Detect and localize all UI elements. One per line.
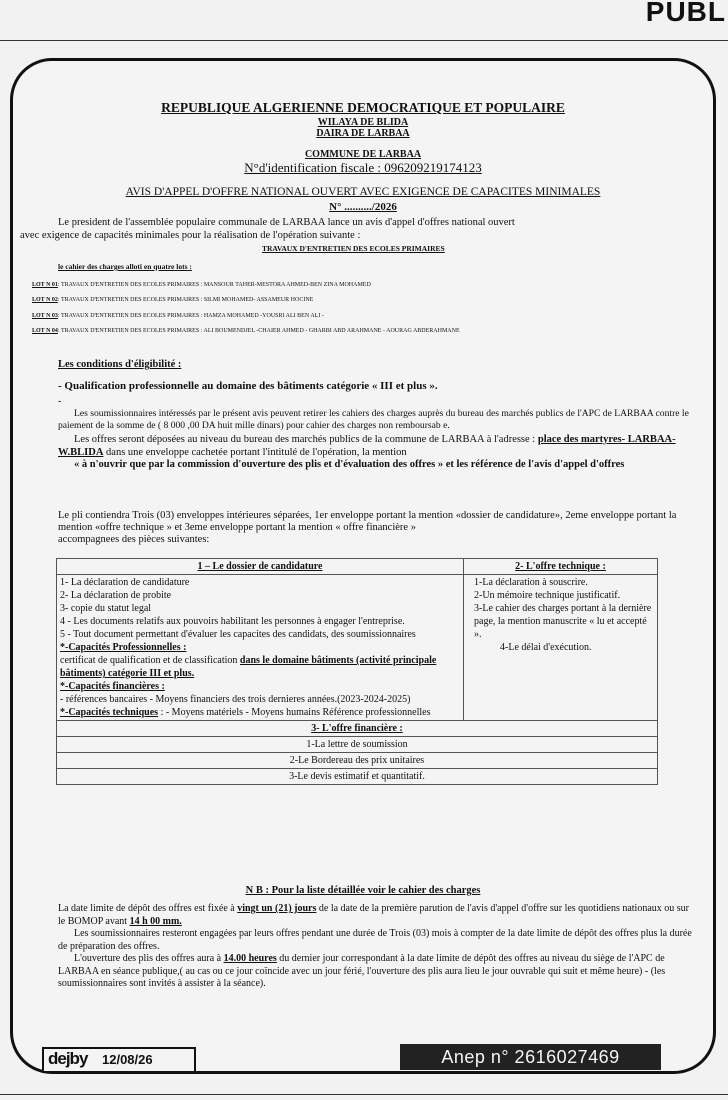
- technique-item: 4-Le délai d'exécution.: [500, 642, 592, 653]
- cap-tech-line: [60, 706, 460, 719]
- pli-text: Le pli contiendra Trois (03) enveloppes intérieures séparées, 1er enveloppe portant la mention «dossier de candidature», 2eme enveloppe portant la mention «offre technique » et 3eme enveloppe portant la mention « offre financière »: [58, 510, 677, 533]
- date-limite-b: vingt un (21) jours: [237, 903, 317, 914]
- para-date-limite: [58, 903, 698, 991]
- top-header-bar: [0, 0, 728, 41]
- cap-pro-text: [60, 654, 460, 680]
- notice-content: [16, 66, 710, 1066]
- cap-fin-text: - références bancaires - Moyens financiers des trois dernieres années.(2023-2024-2025): [60, 694, 411, 705]
- financiere-item: 1-La lettre de soumission: [57, 737, 658, 753]
- lot-text: : TRAVAUX D'ENTRETIEN DES ECOLES PRIMAIRES : SILMI MOHAMED- ASSAMEUR HOCINE: [57, 297, 314, 304]
- candidature-cell: [57, 575, 464, 721]
- lot-row: [32, 293, 722, 308]
- col-candidature-title: 1 – Le dossier de candidature: [57, 559, 464, 575]
- ouverture-b: 14.00 heures: [223, 953, 277, 964]
- financiere-item: 3-Le devis estimatif et quantitatif.: [57, 769, 658, 785]
- cahier-lots-label: le cahier des charges alloti en quatre lots :: [58, 262, 192, 271]
- qualification-line: - Qualification professionnelle au domaine des bâtiments catégorie « III et plus ».: [58, 380, 438, 392]
- candidature-item: 1- La déclaration de candidature: [60, 577, 190, 588]
- para-depot: [58, 434, 698, 472]
- cap-pro-text-a: certificat de qualification et de classification: [60, 655, 240, 666]
- technique-cell: [464, 575, 658, 721]
- cap-tech-text: : - Moyens matériels - Moyens humains Référence professionnelles: [158, 707, 431, 718]
- engagement-text: Les soumissionnaires resteront engagées par leurs offres pendant une durée de Trois (03) mois à compter de la date limite de dépôt des offres plus la durée de préparation des offres.: [58, 928, 692, 952]
- date-limite-a: La date limite de dépôt des offres est fixée à: [58, 903, 238, 914]
- avis-title: AVIS D'APPEL D'OFFRE NATIONAL OUVERT AVEC EXIGENCE DE CAPACITES MINIMALES: [125, 186, 601, 198]
- daira-heading: DAIRA DE LARBAA: [316, 128, 410, 139]
- documents-table: [56, 558, 658, 785]
- publication-stamp: [42, 1047, 196, 1073]
- date-limite-text: [58, 903, 698, 928]
- technique-item: 3-Le cahier des charges portant à la dernière page, la mention manuscrite « lu et accepté ».: [474, 603, 652, 640]
- ouverture-c: du dernier jour correspondant à la date limite de dépôt des offres au niveau du siège de l'APC de LARBAA en séance publique,( au cas ou ce jour coïncide avec un jour férié, l'ouverture des plis aura lieu le jour ouvrable qui suit et même heure) - (les soumissionnaires sont invités à assister à la séance).: [58, 953, 666, 989]
- travaux-title: TRAVAUX D'ENTRETIEN DES ECOLES PRIMAIRES: [262, 244, 445, 253]
- lot-row: [32, 324, 722, 339]
- candidature-item: 2- La déclaration de probite: [60, 590, 172, 601]
- date-limite-c: de la date de la première parution de l'avis d'appel d'offre sur les quotidiens nationaux ou sur le BOMOP avant: [58, 903, 689, 927]
- depot-text-b: dans une enveloppe cachetée portant l'intitulé de l'opération, la mention: [103, 446, 407, 458]
- depot-text-a: Les offres seront déposées au niveau du bureau des marchés publics de la commune de LARBAA à l'adresse :: [74, 434, 538, 445]
- commune-heading: COMMUNE DE LARBAA: [304, 149, 422, 160]
- para-pli: [58, 510, 698, 546]
- cap-tech-title: *-Capacités techniques: [60, 707, 159, 718]
- stamp-logo: dejby: [48, 1049, 88, 1068]
- candidature-item: 5 - Tout document permettant d'évaluer les capacites des candidats, des soumissionnaires: [60, 629, 416, 640]
- ouverture-text: [58, 953, 698, 991]
- intro-line-1: Le president de l'assemblée populaire communale de LARBAA lance un avis d'appel d'offres national ouvert: [58, 217, 515, 228]
- depot-address: place des martyres- LARBAA-W.BLIDA: [58, 434, 676, 458]
- ouverture-a: L'ouverture des plis des offres aura à: [74, 953, 224, 964]
- candidature-item: 3- copie du statut legal: [60, 603, 152, 614]
- nif-line: N°d'identification fiscale : 096209219174123: [244, 160, 482, 175]
- lot-text: : TRAVAUX D'ENTRETIEN DES ECOLES PRIMAIRES : ALI BOUMENDJEL -CHAIER AHMED - GHARBI ABD ARAHMANE - AOURAG ABDERAHMANE: [57, 327, 460, 334]
- col-technique-title: 2- L'offre technique :: [464, 559, 658, 575]
- header-word: PUBL: [645, 0, 726, 27]
- technique-item: 2-Un mémoire technique justificatif.: [474, 590, 621, 601]
- pli-text-2: accompagnees des pièces suivantes:: [58, 534, 210, 545]
- lots-list: [32, 278, 722, 339]
- lot-row: [32, 309, 722, 324]
- cap-fin-title: *-Capacités financières :: [60, 681, 165, 692]
- wilaya-heading: WILAYA DE BLIDA: [317, 117, 409, 128]
- cap-pro-text-b: dans le domaine bâtiments (activité principale bâtiments) catégorie III et plus.: [60, 655, 437, 679]
- depot-mention: « à n'ouvrir que par la commission d'ouverture des plis et d'évaluation des offres » et les référence de l'avis d'appel d'offres: [74, 459, 625, 470]
- lot-label: LOT N 02: [32, 297, 58, 304]
- lot-text: : TRAVAUX D'ENTRETIEN DES ECOLES PRIMAIRES : MANSOUR TAHER-MESTORA AHMED-BEN ZINA MOHAMED: [57, 282, 371, 288]
- cap-pro-title: *-Capacités Professionnelles :: [60, 642, 187, 653]
- candidature-item: 4 - Les documents relatifs aux pouvoirs habilitant les personnes à engager l'entreprise.: [60, 616, 405, 627]
- lot-label: LOT N 03: [32, 312, 58, 319]
- lot-label: LOT N 01: [32, 282, 58, 288]
- date-limite-d: 14 h 00 mm.: [129, 915, 182, 927]
- nb-note: N B : Pour la liste détaillée voir le cahier des charges: [245, 885, 481, 896]
- financiere-item: 2-Le Bordereau des prix unitaires: [57, 753, 658, 769]
- anep-reference: Anep n° 2616027469: [400, 1044, 661, 1070]
- republique-heading: REPUBLIQUE ALGERIENNE DEMOCRATIQUE ET POPULAIRE: [161, 100, 565, 115]
- conditions-title: Les conditions d'éligibilité :: [58, 359, 182, 370]
- stamp-date: 12/08/26: [102, 1052, 153, 1067]
- lot-label: LOT N 04: [32, 327, 58, 334]
- lot-text: : TRAVAUX D'ENTRETIEN DES ECOLES PRIMAIRES : HAMZA MOHAMED -YOUSRI ALI BEN ALI -: [57, 312, 324, 319]
- bottom-rule: [0, 1094, 728, 1095]
- dash-line: -: [58, 396, 62, 407]
- intro-paragraph: [20, 216, 698, 242]
- technique-item: 1-La déclaration à souscrire.: [474, 577, 588, 588]
- avis-number: N° ........../2026: [329, 201, 397, 213]
- para-retrait: Les soumissionnaires intéressés par le présent avis peuvent retirer les cahiers des charges auprès du bureau des marchés publics de l'APC de LARBAA contre le paiement de la somme de ( 8 000 ,00 DA huit mille dinars) pour cahier des charges non remboursab e.: [58, 408, 689, 431]
- col-financiere-title: 3- L'offre financière :: [57, 721, 658, 737]
- lot-row: [32, 278, 722, 293]
- intro-line-2: avec exigence de capacités minimales pour la réalisation de l'opération suivante :: [20, 230, 361, 241]
